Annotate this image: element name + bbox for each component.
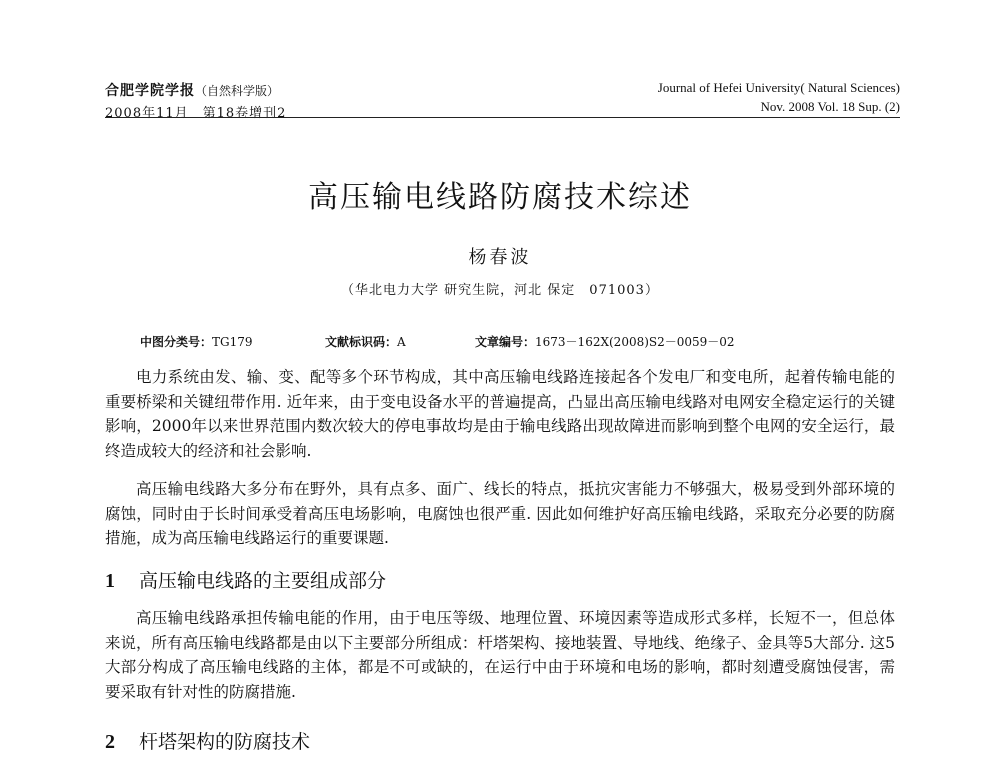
section-number-2: 2 <box>105 731 115 753</box>
article-no-value: 1673－162X(2008)S2－0059－02 <box>535 335 735 349</box>
journal-name-cn-sub: （自然科学版） <box>195 84 280 98</box>
article-number <box>475 333 735 350</box>
issue-info-en: Nov. 2008 Vol. 18 Sup. (2) <box>760 99 900 114</box>
section-title-1: 高压输电线路的主要组成部分 <box>139 570 387 592</box>
paragraph-intro-1: 电力系统由发、输、变、配等多个环节构成，其中高压输电线路连接起各个发电厂和变电所，起着传输电能的重要桥梁和关键纽带作用. 近年来，由于变电设备水平的普遍提高，凸显出高压输电线路对电网安全稳定运行的关键影响，2000年以来世界范围内数次较大的停电事故均是由于输电线路出现故障进而影响到整个电网的安全运行，最终造成较大的经济和社会影响. <box>105 368 895 460</box>
header-right <box>658 80 900 115</box>
clc-number <box>140 333 325 350</box>
doc-code-value: A <box>397 335 406 349</box>
clc-label: 中图分类号： <box>140 335 213 349</box>
section-title-2: 杆塔架构的防腐技术 <box>139 731 311 753</box>
article-title: 高压输电线路防腐技术综述 <box>308 180 692 215</box>
paragraph-section-1: 高压输电线路承担传输电能的作用，由于电压等级、地理位置、环境因素等造成形式多样，长短不一，但总体来说，所有高压输电线路都是由以下主要部分所组成：杆塔架构、接地装置、导地线、绝缘子、金具等5大部分. 这5大部分构成了高压输电线路的主体，都是不可或缺的，在运行中由于环境和电场的影响，都时刻遭受腐蚀侵害，需要采取有针对性的防腐措施. <box>105 609 895 701</box>
header-left <box>105 80 286 121</box>
issue-info-cn: 2008年11月 第18卷增刊2 <box>105 106 287 121</box>
section-heading-1 <box>105 566 386 593</box>
article-metadata <box>140 333 735 350</box>
paragraph-intro-2: 高压输电线路大多分布在野外，具有点多、面广、线长的特点，抵抗灾害能力不够强大，极易受到外部环境的腐蚀，同时由于长时间承受着高压电场影响，电腐蚀也很严重. 因此如何维护好高压输电线路，采取充分必要的防腐措施，成为高压输电线路运行的重要课题. <box>105 480 895 547</box>
journal-name-cn-main: 合肥学院学报 <box>105 83 195 99</box>
section-number-1: 1 <box>105 570 115 592</box>
section-heading-2 <box>105 727 310 754</box>
document-code <box>325 333 475 350</box>
page-header <box>105 80 900 120</box>
doc-code-label: 文献标识码： <box>325 335 398 349</box>
author-affiliation: （华北电力大学 研究生院，河北 保定 071003） <box>341 283 659 298</box>
article-author: 杨春波 <box>468 247 532 268</box>
journal-name-en: Journal of Hefei University( Natural Sciences) <box>657 80 900 95</box>
article-no-label: 文章编号： <box>475 335 536 349</box>
journal-name-cn <box>105 80 286 100</box>
header-rule <box>105 117 900 118</box>
clc-value: TG179 <box>212 335 253 349</box>
